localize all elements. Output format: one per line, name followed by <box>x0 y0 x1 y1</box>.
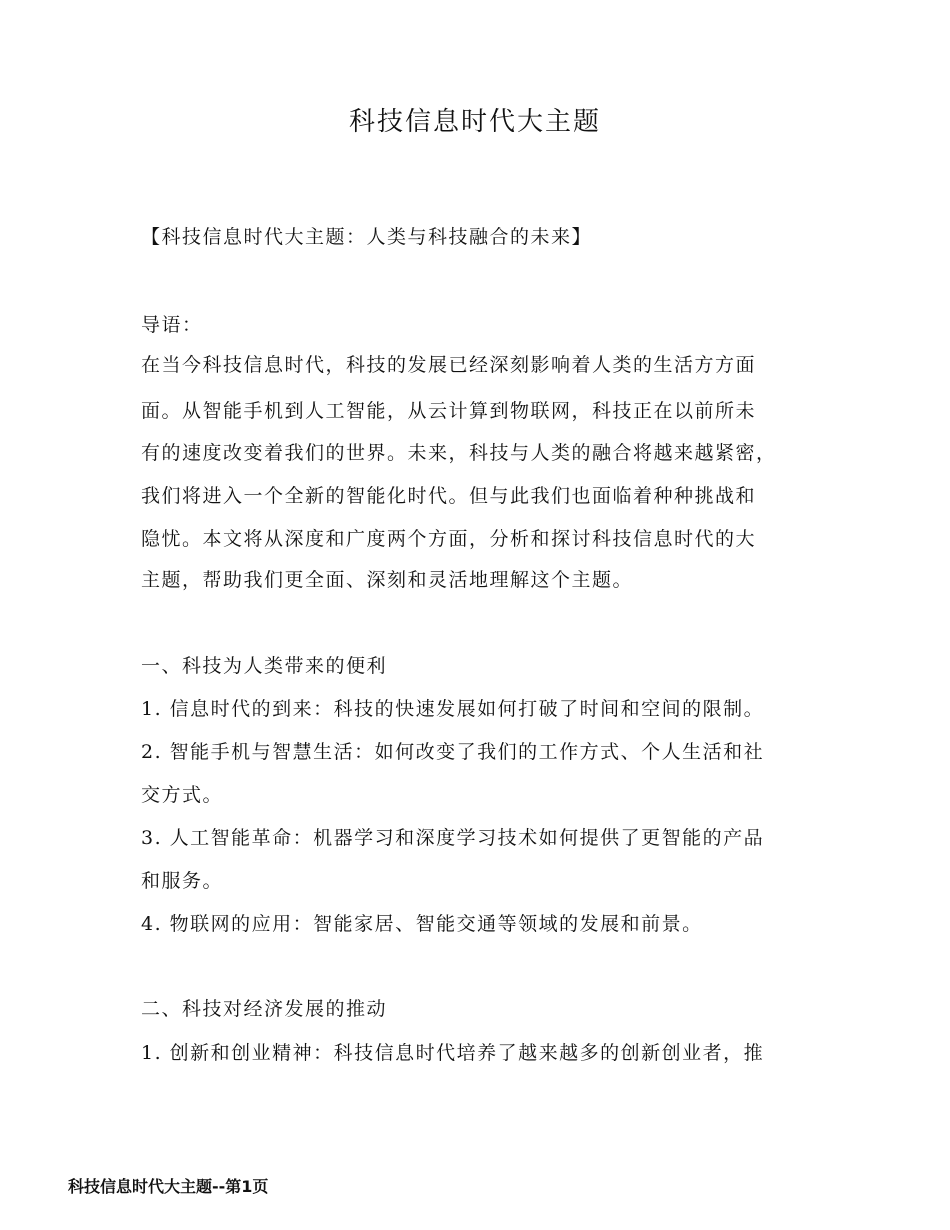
page-footer: 科技信息时代大主题--第1页 <box>68 1177 269 1196</box>
section1-line: 1. 信息时代的到来：科技的快速发展如何打破了时间和空间的限制。 <box>141 698 765 720</box>
section1-heading: 一、科技为人类带来的便利 <box>141 655 388 677</box>
section2-line: 1. 创新和创业精神：科技信息时代培养了越来越多的创新创业者，推 <box>141 1042 765 1064</box>
intro-heading: 导语： <box>141 314 203 336</box>
intro-line: 在当今科技信息时代，科技的发展已经深刻影响着人类的生活方方面 <box>141 354 757 376</box>
intro-line: 主题，帮助我们更全面、深刻和灵活地理解这个主题。 <box>141 569 634 591</box>
intro-line: 面。从智能手机到人工智能，从云计算到物联网，科技正在以前所未 <box>141 400 757 422</box>
intro-line: 隐忧。本文将从深度和广度两个方面，分析和探讨科技信息时代的大 <box>141 528 757 550</box>
document-title: 科技信息时代大主题 <box>348 107 601 137</box>
intro-line: 有的速度改变着我们的世界。未来，科技与人类的融合将越来越紧密， <box>141 442 777 464</box>
section1-line: 3. 人工智能革命：机器学习和深度学习技术如何提供了更智能的产品 <box>141 827 765 849</box>
intro-line: 我们将进入一个全新的智能化时代。但与此我们也面临着种种挑战和 <box>141 485 757 507</box>
section2-heading: 二、科技对经济发展的推动 <box>141 998 388 1020</box>
section1-line: 4. 物联网的应用：智能家居、智能交通等领域的发展和前景。 <box>141 913 703 935</box>
section1-line: 和服务。 <box>141 870 224 892</box>
section1-line: 交方式。 <box>141 784 224 806</box>
document-subtitle: 【科技信息时代大主题：人类与科技融合的未来】 <box>141 226 593 248</box>
section1-line: 2. 智能手机与智慧生活：如何改变了我们的工作方式、个人生活和社 <box>141 741 765 763</box>
